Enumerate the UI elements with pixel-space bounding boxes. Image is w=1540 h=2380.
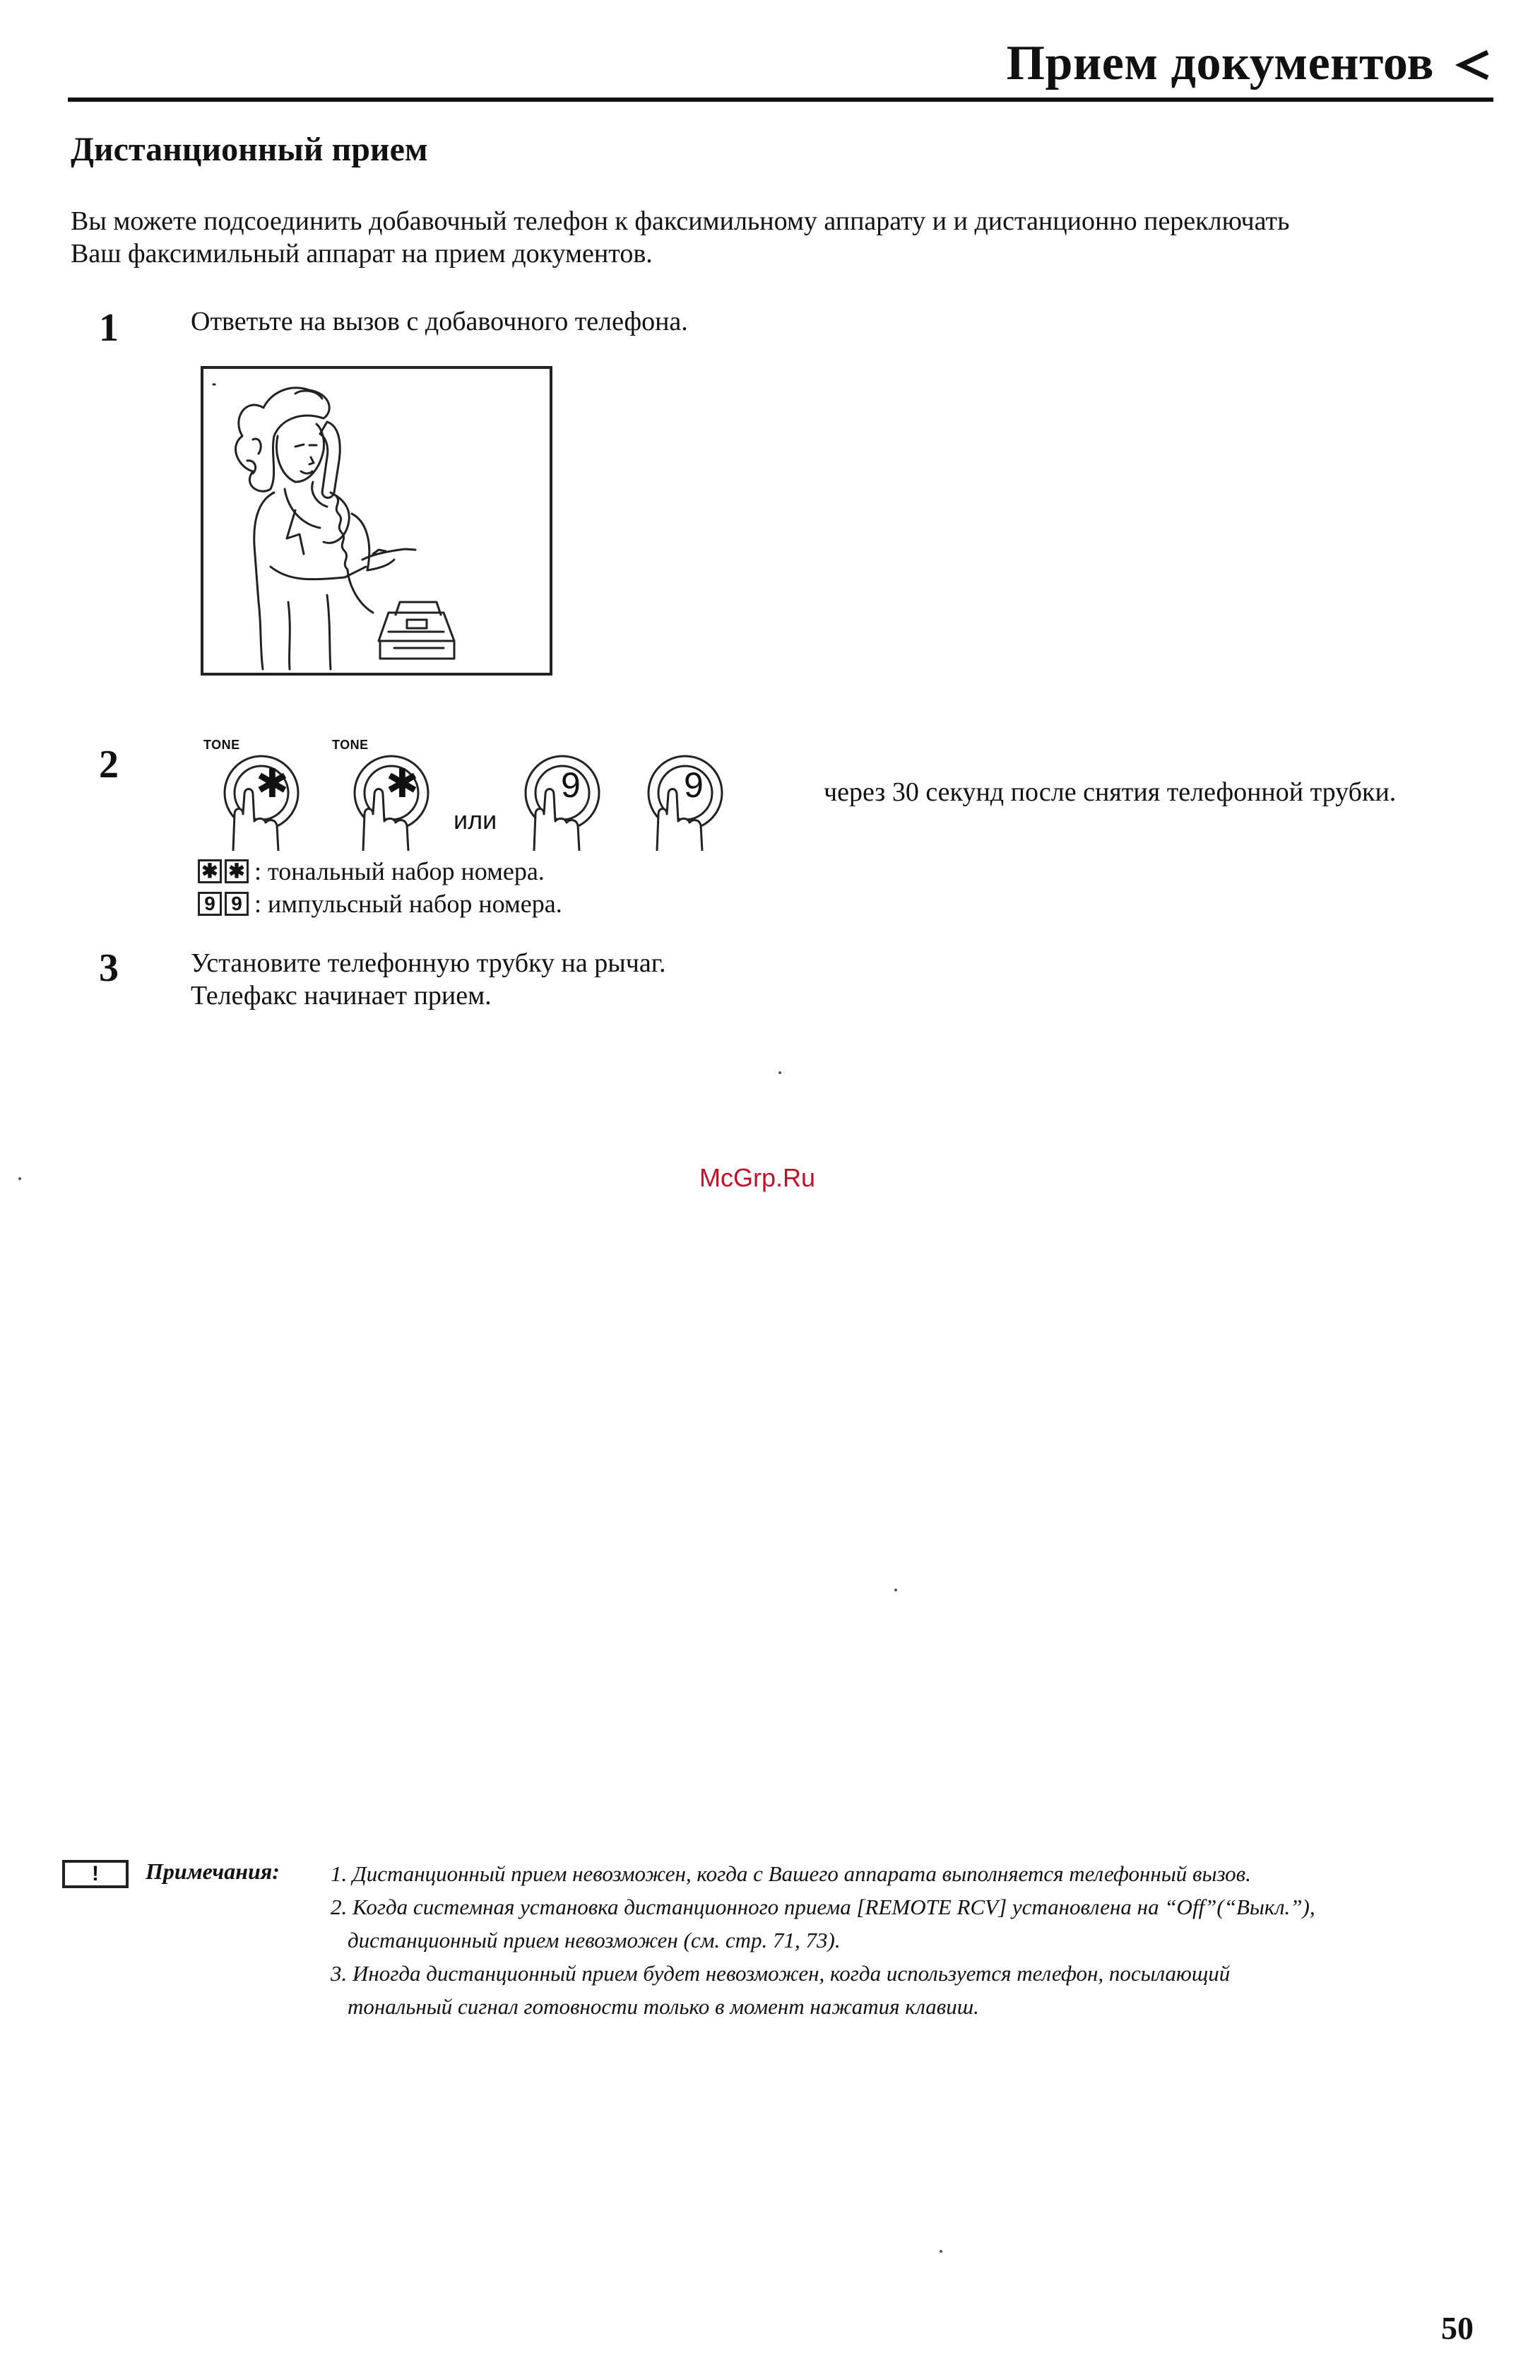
page-header — [68, 28, 1493, 102]
step-1-text: Ответьте на вызов с добавочного телефона. — [191, 307, 688, 336]
key-sequence — [191, 735, 742, 855]
legend-row-tone — [198, 855, 562, 888]
woman-phone-drawing — [203, 369, 550, 673]
woman-on-phone-illustration — [201, 366, 552, 676]
tone-label: TONE — [332, 738, 369, 752]
note-item: 1. Дистанционный прием невозможен, когда с Вашего аппарата выполняется телефонный вызов. — [331, 1861, 1251, 1886]
scan-speck — [18, 1177, 21, 1180]
legend-text: : тональный набор номера. — [254, 857, 545, 885]
notes-list — [331, 1857, 1315, 2023]
intro-line: Ваш факсимильный аппарат на прием документов. — [71, 239, 653, 269]
minikey-pair — [198, 859, 249, 883]
nine-key-button[interactable] — [643, 752, 728, 851]
star-key-button[interactable] — [349, 752, 434, 851]
section-title: Дистанционный прием — [71, 131, 428, 168]
watermark: McGrp.Ru — [699, 1163, 816, 1192]
intro-paragraph — [71, 205, 1483, 270]
scan-speck — [894, 1589, 897, 1591]
note-item-continuation: дистанционный прием невозможен (см. стр. 71, 73). — [348, 1928, 841, 1952]
note-item: 3. Иногда дистанционный прием будет невозможен, когда используется телефон, посылающий — [331, 1961, 1231, 1986]
nine-glyph: 9 — [684, 765, 704, 805]
nine-glyph: 9 — [561, 765, 581, 805]
step-2-text: через 30 секунд после снятия телефонной трубки. — [824, 777, 1397, 807]
notes-label: Примечания: — [146, 1858, 280, 1884]
exclamation-icon: ! — [62, 1860, 129, 1888]
nine-key-button[interactable] — [520, 752, 605, 851]
step-3-line: Установите телефонную трубку на рычаг. — [191, 948, 666, 978]
arrow-left-icon — [1454, 45, 1493, 85]
legend-row-pulse — [198, 888, 562, 920]
minikey-nine: 9 — [198, 892, 222, 916]
intro-line: Вы можете подсоединить добавочный телефон к факсимильному аппарату и и дистанционно переключать — [71, 206, 1290, 236]
star-glyph: ✱ — [386, 761, 419, 807]
step-3-line: Телефакс начинает прием. — [191, 981, 492, 1011]
minikey-pair — [198, 892, 249, 916]
legend-text: : импульсный набор номера. — [254, 890, 562, 918]
minikey-nine: 9 — [225, 892, 249, 916]
page-title: Прием документов — [1006, 36, 1434, 90]
step-3-number: 3 — [99, 946, 119, 990]
minikey-star: ✱ — [225, 859, 249, 883]
step-2-number: 2 — [99, 743, 119, 787]
note-item-continuation: тональный сигнал готовности только в момент нажатия клавиш. — [348, 1994, 979, 2019]
tone-label: TONE — [203, 738, 240, 752]
or-text: или — [454, 806, 497, 835]
header-rule — [68, 98, 1493, 102]
step-1-number: 1 — [99, 306, 119, 350]
minikey-star: ✱ — [198, 859, 222, 883]
key-legend — [198, 855, 562, 920]
note-item: 2. Когда системная установка дистанционного приема [REMOTE RCV] установлена на “Off”(“Выкл.”), — [331, 1895, 1315, 1919]
step-3-text — [191, 947, 666, 1012]
scan-speck — [778, 1071, 781, 1074]
scan-speck — [940, 2250, 942, 2253]
star-glyph: ✱ — [256, 761, 289, 807]
star-key-button[interactable] — [219, 752, 304, 851]
page-number: 50 — [1441, 2310, 1474, 2346]
